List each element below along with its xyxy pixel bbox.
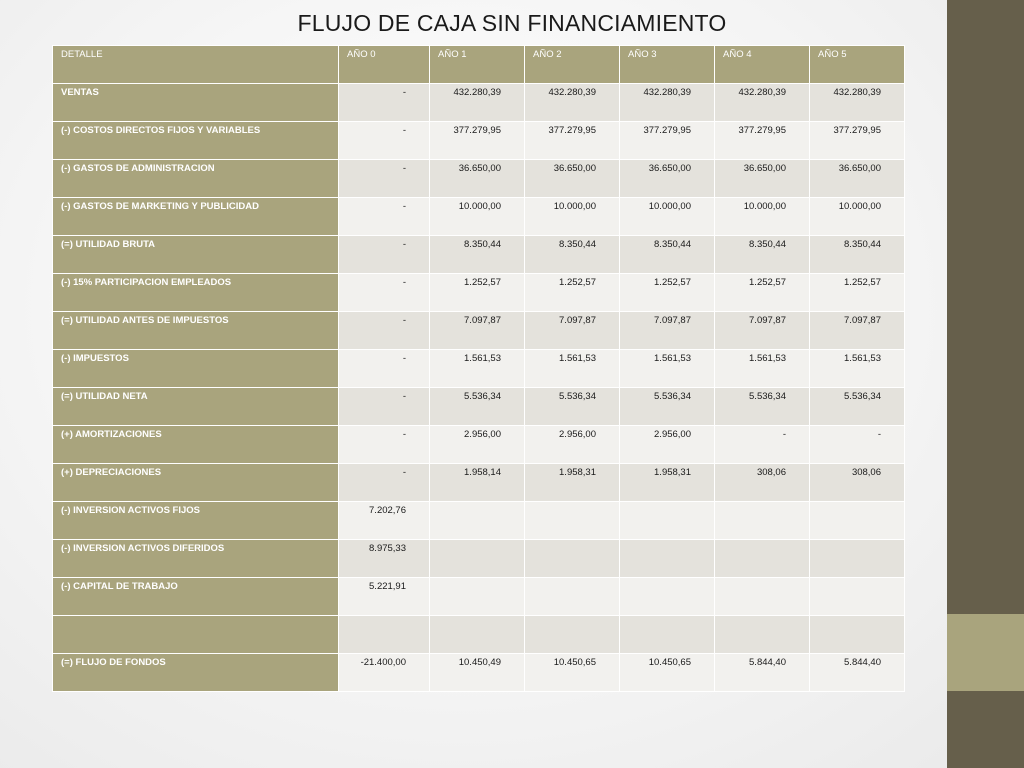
table-cell: 1.561,53: [430, 350, 525, 388]
table-cell: [810, 502, 905, 540]
table-cell: 1.958,31: [525, 464, 620, 502]
table-row: [53, 160, 905, 198]
table-cell: 5.221,91: [339, 578, 430, 616]
table-cell: [715, 578, 810, 616]
table-cell: -: [339, 350, 430, 388]
row-label: (+) DEPRECIACIONES: [53, 464, 339, 502]
row-label: (-) INVERSION ACTIVOS DIFERIDOS: [53, 540, 339, 578]
table-cell: 5.844,40: [810, 654, 905, 692]
row-label: (-) GASTOS DE ADMINISTRACION: [53, 160, 339, 198]
table-cell: 10.000,00: [430, 198, 525, 236]
table-cell: -: [339, 160, 430, 198]
table-cell: 8.350,44: [715, 236, 810, 274]
table-cell: 2.956,00: [525, 426, 620, 464]
table-cell: [715, 616, 810, 654]
table-cell: 5.536,34: [715, 388, 810, 426]
row-label: (=) FLUJO DE FONDOS: [53, 654, 339, 692]
table-cell: [620, 616, 715, 654]
table-cell: 7.097,87: [620, 312, 715, 350]
table-cell: 8.350,44: [620, 236, 715, 274]
table-cell: 10.000,00: [715, 198, 810, 236]
row-label: (+) AMORTIZACIONES: [53, 426, 339, 464]
table-cell: [620, 502, 715, 540]
table-cell: [810, 616, 905, 654]
table-cell: -: [339, 426, 430, 464]
table-cell: 5.536,34: [620, 388, 715, 426]
table-cell: 1.561,53: [525, 350, 620, 388]
table-row: [53, 540, 905, 578]
table-cell: [525, 616, 620, 654]
table-cell: 7.097,87: [810, 312, 905, 350]
table-cell: 8.350,44: [810, 236, 905, 274]
table-row: [53, 122, 905, 160]
column-header: AÑO 1: [430, 46, 525, 84]
table-cell: [525, 578, 620, 616]
table-cell: -: [339, 198, 430, 236]
table-cell: 308,06: [715, 464, 810, 502]
table-cell: 36.650,00: [715, 160, 810, 198]
table-cell: 5.536,34: [430, 388, 525, 426]
table-cell: -: [715, 426, 810, 464]
table-cell: 5.536,34: [525, 388, 620, 426]
row-label: (-) IMPUESTOS: [53, 350, 339, 388]
column-header: AÑO 4: [715, 46, 810, 84]
table-cell: [430, 540, 525, 578]
table-cell: 10.000,00: [525, 198, 620, 236]
row-label: (=) UTILIDAD NETA: [53, 388, 339, 426]
table-cell: 432.280,39: [810, 84, 905, 122]
decorative-side-accent: [947, 614, 1024, 691]
table-cell: 10.450,49: [430, 654, 525, 692]
table-cell: 36.650,00: [810, 160, 905, 198]
row-label: [53, 616, 339, 654]
table-cell: 8.350,44: [525, 236, 620, 274]
table-cell: 1.252,57: [810, 274, 905, 312]
table-cell: 1.958,14: [430, 464, 525, 502]
table-cell: 308,06: [810, 464, 905, 502]
table-cell: 432.280,39: [715, 84, 810, 122]
table-cell: 10.000,00: [810, 198, 905, 236]
table-cell: 36.650,00: [620, 160, 715, 198]
column-header: DETALLE: [53, 46, 339, 84]
table-row: [53, 198, 905, 236]
row-label: VENTAS: [53, 84, 339, 122]
cash-flow-table: [52, 45, 905, 692]
table-cell: 1.958,31: [620, 464, 715, 502]
table-cell: 7.097,87: [525, 312, 620, 350]
table-cell: 1.561,53: [620, 350, 715, 388]
column-header: AÑO 2: [525, 46, 620, 84]
table-cell: 377.279,95: [810, 122, 905, 160]
table-cell: 5.536,34: [810, 388, 905, 426]
table-row: [53, 464, 905, 502]
table-cell: 432.280,39: [525, 84, 620, 122]
table-cell: -: [339, 464, 430, 502]
column-header: AÑO 0: [339, 46, 430, 84]
table-cell: 377.279,95: [620, 122, 715, 160]
table-cell: -: [339, 122, 430, 160]
table-cell: -: [339, 236, 430, 274]
table-cell: [339, 616, 430, 654]
table-cell: 377.279,95: [525, 122, 620, 160]
table-cell: [715, 502, 810, 540]
table-row: [53, 388, 905, 426]
table-row: [53, 350, 905, 388]
table-cell: 7.097,87: [715, 312, 810, 350]
table-cell: [525, 540, 620, 578]
table-row: [53, 312, 905, 350]
table-cell: 377.279,95: [715, 122, 810, 160]
table-row: [53, 236, 905, 274]
table-cell: 1.252,57: [620, 274, 715, 312]
table-cell: 1.561,53: [810, 350, 905, 388]
row-label: (=) UTILIDAD ANTES DE IMPUESTOS: [53, 312, 339, 350]
table-cell: 10.450,65: [525, 654, 620, 692]
table-cell: [525, 502, 620, 540]
table-row: [53, 426, 905, 464]
row-label: (-) GASTOS DE MARKETING Y PUBLICIDAD: [53, 198, 339, 236]
row-label: (-) 15% PARTICIPACION EMPLEADOS: [53, 274, 339, 312]
table-cell: 10.450,65: [620, 654, 715, 692]
table-cell: 1.252,57: [525, 274, 620, 312]
row-label: (-) COSTOS DIRECTOS FIJOS Y VARIABLES: [53, 122, 339, 160]
table-cell: 1.561,53: [715, 350, 810, 388]
row-label: (-) INVERSION ACTIVOS FIJOS: [53, 502, 339, 540]
table-cell: 7.202,76: [339, 502, 430, 540]
table-cell: 2.956,00: [620, 426, 715, 464]
table-cell: 1.252,57: [430, 274, 525, 312]
table-cell: [430, 616, 525, 654]
table-row: [53, 84, 905, 122]
table-row: [53, 578, 905, 616]
table-cell: [620, 578, 715, 616]
table-cell: 10.000,00: [620, 198, 715, 236]
row-label: (-) CAPITAL DE TRABAJO: [53, 578, 339, 616]
table-header-row: [53, 46, 905, 84]
table-cell: 1.252,57: [715, 274, 810, 312]
row-label: (=) UTILIDAD BRUTA: [53, 236, 339, 274]
table-row: [53, 616, 905, 654]
table-cell: [810, 578, 905, 616]
table-cell: [430, 502, 525, 540]
table-cell: -: [339, 274, 430, 312]
column-header: AÑO 3: [620, 46, 715, 84]
table-row: [53, 502, 905, 540]
table-cell: 7.097,87: [430, 312, 525, 350]
table-row: [53, 654, 905, 692]
table-cell: -: [339, 84, 430, 122]
table-cell: 432.280,39: [620, 84, 715, 122]
table-cell: -21.400,00: [339, 654, 430, 692]
table-cell: 5.844,40: [715, 654, 810, 692]
table-cell: -: [339, 312, 430, 350]
table-cell: 36.650,00: [430, 160, 525, 198]
table-cell: [715, 540, 810, 578]
table-cell: [620, 540, 715, 578]
table-cell: -: [810, 426, 905, 464]
slide-title: FLUJO DE CAJA SIN FINANCIAMIENTO: [297, 10, 727, 36]
table-cell: [430, 578, 525, 616]
table-row: [53, 274, 905, 312]
table-cell: 8.350,44: [430, 236, 525, 274]
table-cell: 36.650,00: [525, 160, 620, 198]
column-header: AÑO 5: [810, 46, 905, 84]
table-cell: [810, 540, 905, 578]
table-cell: 377.279,95: [430, 122, 525, 160]
table-cell: 2.956,00: [430, 426, 525, 464]
table-body: [53, 84, 905, 692]
table-cell: 432.280,39: [430, 84, 525, 122]
table-cell: -: [339, 388, 430, 426]
table-cell: 8.975,33: [339, 540, 430, 578]
